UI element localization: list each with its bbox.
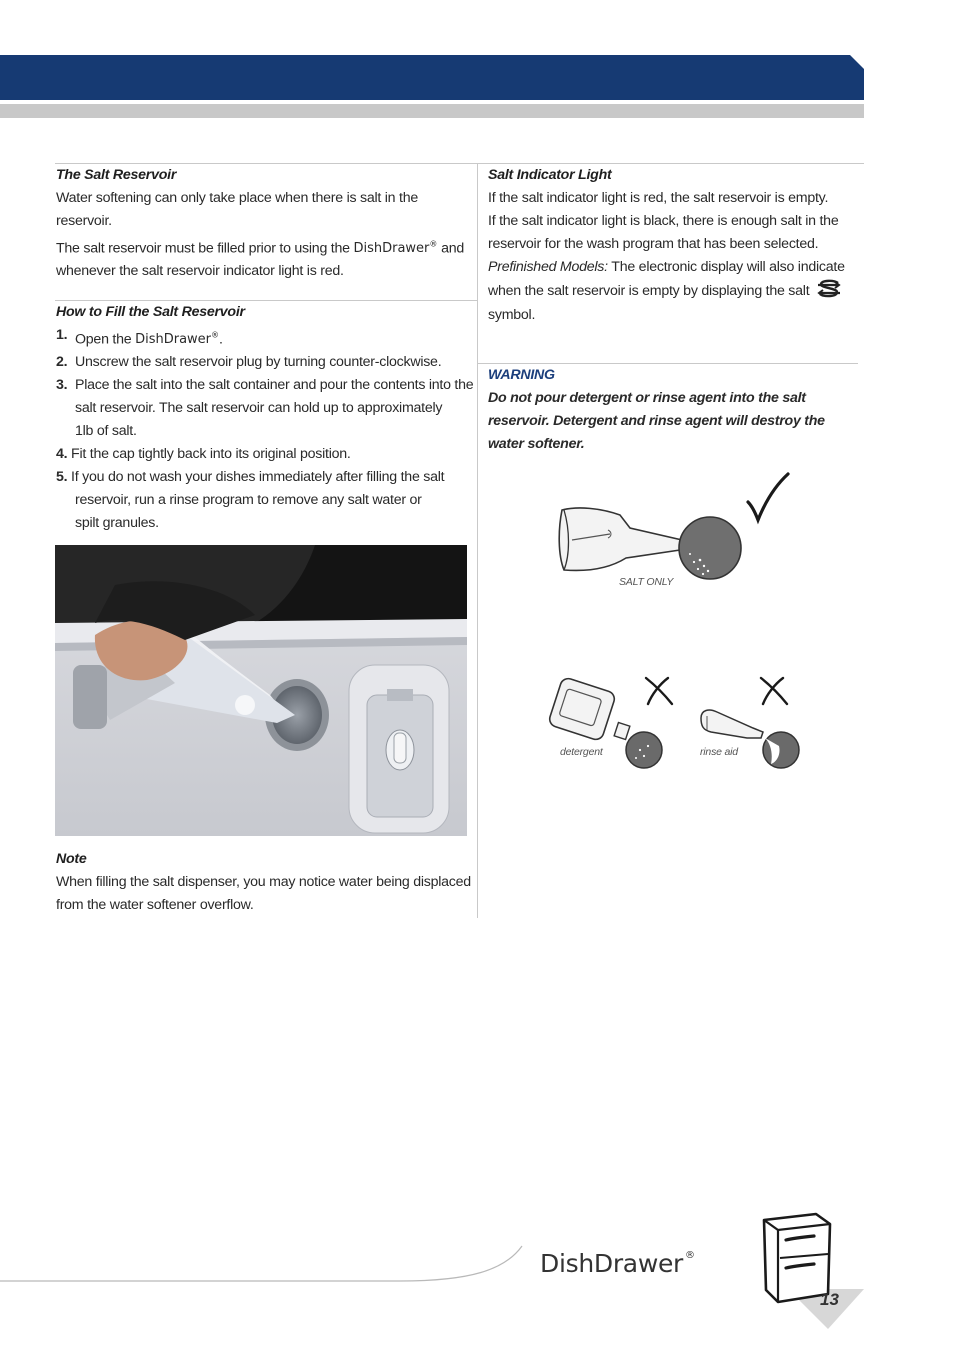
paragraph-line: If the salt indicator light is black, there is enough salt in the — [488, 213, 839, 229]
italic-text: Prefinished Models: — [488, 259, 608, 275]
paragraph-line — [488, 256, 858, 279]
step-text: Fit the cap tightly back into its original position. — [71, 446, 351, 463]
salt-filling-photo — [55, 545, 467, 836]
text-span: and — [441, 240, 465, 257]
step-number: 4. — [56, 446, 68, 463]
step-text: Place the salt into the salt container and pour the contents into the — [75, 377, 474, 394]
how-to-fill-section — [56, 301, 476, 535]
text-span: The electronic display will also indicate — [607, 259, 845, 275]
step-number: 2. — [56, 354, 68, 371]
warning-line: water softener. — [488, 436, 585, 452]
text-span: The salt reservoir must be filled prior to using the — [56, 240, 350, 257]
paragraph-line: from the water softener overflow. — [56, 897, 254, 913]
brand-name: DishDrawer — [540, 1249, 684, 1278]
paragraph-line: symbol. — [488, 307, 536, 323]
section-heading: Note — [56, 851, 87, 867]
step-text: Open the — [75, 331, 132, 348]
paragraph-line: reservoir for the wash program that has been selected. — [488, 236, 819, 252]
step-text: If you do not wash your dishes immediately after filling the salt — [71, 469, 445, 486]
step-item — [56, 443, 476, 466]
detergent-figure — [548, 672, 678, 777]
salt-indicator-section — [488, 164, 858, 327]
step-number: 1. — [56, 327, 68, 343]
step-text: Unscrew the salt reservoir plug by turning counter-clockwise. — [75, 354, 442, 371]
step-item — [56, 466, 476, 535]
text-span: when the salt reservoir is empty by displaying the salt — [488, 283, 810, 299]
paragraph-line: If the salt indicator light is red, the salt reservoir is empty. — [488, 190, 829, 206]
warning-section — [488, 364, 858, 456]
brand-inline — [135, 332, 219, 347]
step-item — [56, 324, 476, 351]
paragraph-line — [56, 233, 476, 260]
warning-line: reservoir. Detergent and rinse agent will destroy the — [488, 413, 825, 429]
detergent-caption: detergent — [560, 746, 603, 758]
step-text: spilt granules. — [75, 515, 159, 532]
registered-mark: ® — [685, 1250, 695, 1261]
header-rule — [0, 104, 864, 118]
section-heading: How to Fill the Salt Reservoir — [56, 304, 245, 320]
paragraph-line: whenever the salt reservoir indicator light is red. — [56, 263, 344, 280]
rinse-aid-caption: rinse aid — [700, 746, 738, 758]
rinse-aid-figure — [695, 672, 805, 777]
section-heading: The Salt Reservoir — [56, 167, 177, 183]
column-divider — [477, 163, 478, 918]
salt-reservoir-section — [56, 164, 476, 283]
step-item — [56, 374, 476, 443]
brand-name: DishDrawer — [353, 241, 430, 257]
footer-swoosh — [0, 1240, 530, 1290]
brand-inline — [353, 241, 437, 256]
step-text: . — [219, 331, 223, 348]
section-heading: Salt Indicator Light — [488, 167, 612, 183]
step-text: reservoir, run a rinse program to remove any salt water or — [75, 492, 422, 509]
warning-line: Do not pour detergent or rinse agent into the salt — [488, 390, 806, 406]
registered-mark: ® — [211, 331, 220, 340]
step-number: 5. — [56, 469, 68, 486]
header-band — [0, 55, 864, 100]
paragraph-line: Water softening can only take place when there is salt in the reservoir. — [56, 190, 418, 229]
page-number: 13 — [820, 1290, 839, 1309]
brand-name: DishDrawer — [135, 332, 212, 348]
salt-only-caption: SALT ONLY — [619, 576, 674, 588]
note-section — [56, 848, 476, 917]
step-item — [56, 351, 476, 374]
paragraph-line — [488, 279, 858, 304]
brand-logo — [540, 1249, 695, 1278]
registered-mark: ® — [429, 240, 438, 249]
step-number: 3. — [56, 377, 68, 394]
salt-only-figure — [550, 470, 800, 595]
step-text: salt reservoir. The salt reservoir can hold up to approximately — [75, 400, 443, 417]
paragraph-line: When filling the salt dispenser, you may notice water being displaced — [56, 874, 471, 890]
step-text: 1lb of salt. — [75, 423, 137, 440]
warning-heading: WARNING — [488, 367, 555, 383]
salt-symbol-icon — [816, 279, 842, 299]
